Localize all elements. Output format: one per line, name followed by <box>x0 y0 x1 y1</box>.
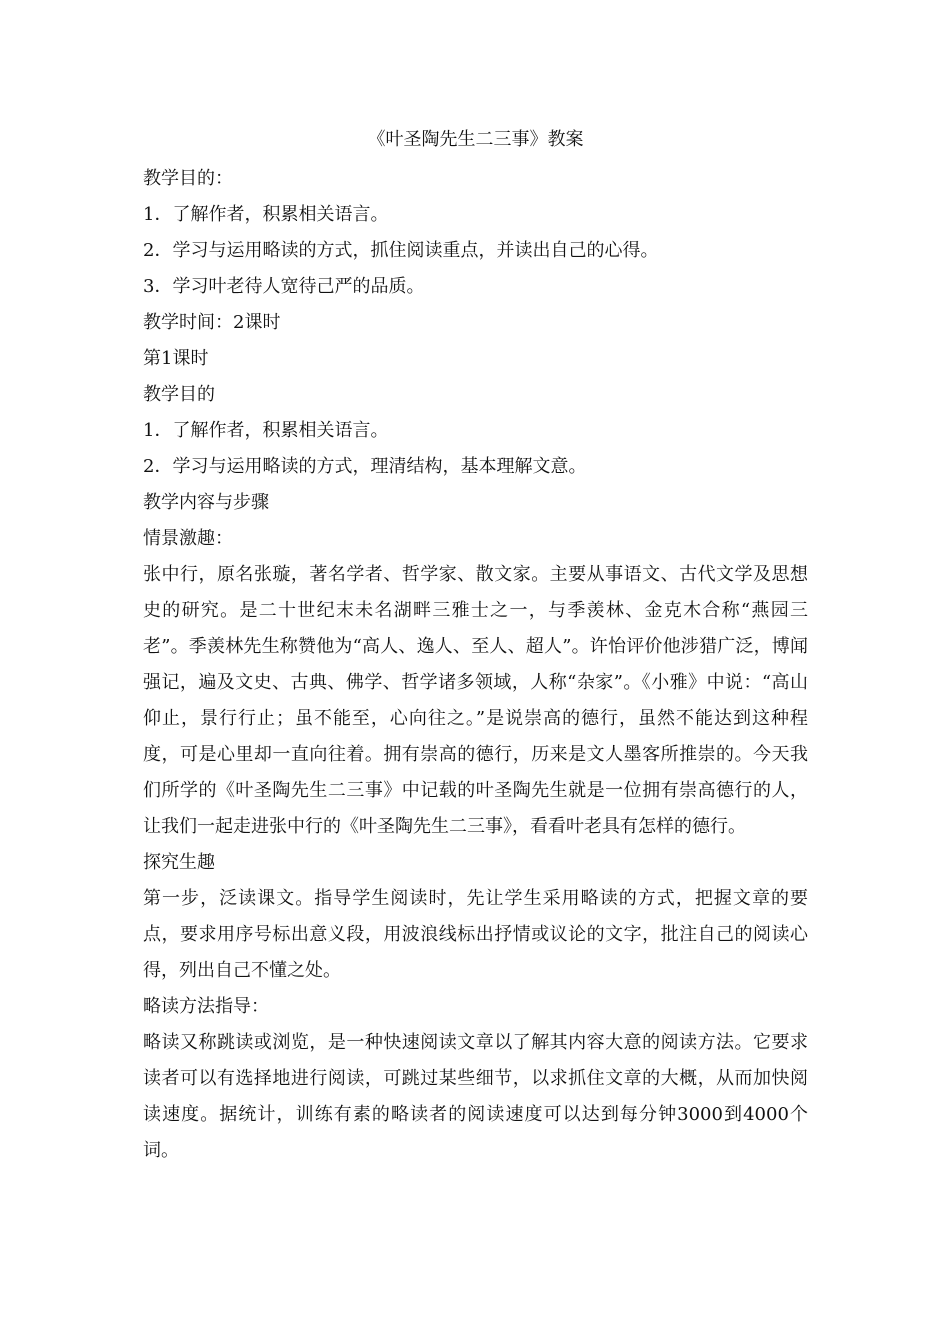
teaching-time: 教学时间：2课时 <box>143 312 281 333</box>
document-title: 《叶圣陶先生二三事》教案 <box>367 129 584 150</box>
objective-item: 2．学习与运用略读的方式，抓住阅读重点，并读出自己的心得。 <box>143 240 659 261</box>
document-body <box>143 124 808 1169</box>
lesson-1-heading: 第1课时 <box>143 348 209 369</box>
method-paragraph: 略读又称跳读或浏览，是一种快速阅读文章以了解其内容大意的阅读方法。它要求读者可以有选择地进行阅读，可跳过某些细节，以求抓住文章的大概，从而加快阅读速度。据统计，训练有素的略读者的阅读速度可以达到每分钟3000到4000个词。 <box>143 1032 808 1161</box>
content-heading: 教学内容与步骤 <box>143 492 269 513</box>
method-heading: 略读方法指导： <box>143 996 269 1017</box>
intro-paragraph: 张中行，原名张璇，著名学者、哲学家、散文家。主要从事语文、古代文学及思想史的研究。是二十世纪末未名湖畔三雅士之一，与季羡林、金克木合称“燕园三老”。季羡林先生称赞他为“高人、逸人、至人、超人”。许怡评价他涉猎广泛，博闻强记，遍及文史、古典、佛学、哲学诸多领域，人称“杂家”。《小雅》中说：“高山仰止，景行行止；虽不能至，心向往之。”是说崇高的德行，虽然不能达到这种程度，可是心里却一直向往着。拥有崇高的德行，历来是文人墨客所推崇的。今天我们所学的《叶圣陶先生二三事》中记载的叶圣陶先生就是一位拥有崇高德行的人，让我们一起走进张中行的《叶圣陶先生二三事》，看看叶老具有怎样的德行。 <box>143 564 808 837</box>
objective-item: 3．学习叶老待人宽待己严的品质。 <box>143 276 425 297</box>
lesson-1-objective-item: 2．学习与运用略读的方式，理清结构，基本理解文意。 <box>143 456 587 477</box>
intro-heading: 情景激趣： <box>143 528 233 549</box>
objectives-heading: 教学目的： <box>143 168 233 189</box>
objective-item: 1．了解作者，积累相关语言。 <box>143 204 389 225</box>
explore-heading: 探究生趣 <box>143 852 215 873</box>
lesson-1-objectives-heading: 教学目的 <box>143 384 215 405</box>
lesson-1-objective-item: 1．了解作者，积累相关语言。 <box>143 420 389 441</box>
explore-paragraph: 第一步，泛读课文。指导学生阅读时，先让学生采用略读的方式，把握文章的要点，要求用序号标出意义段，用波浪线标出抒情或议论的文字，批注自己的阅读心得，列出自己不懂之处。 <box>143 888 808 981</box>
